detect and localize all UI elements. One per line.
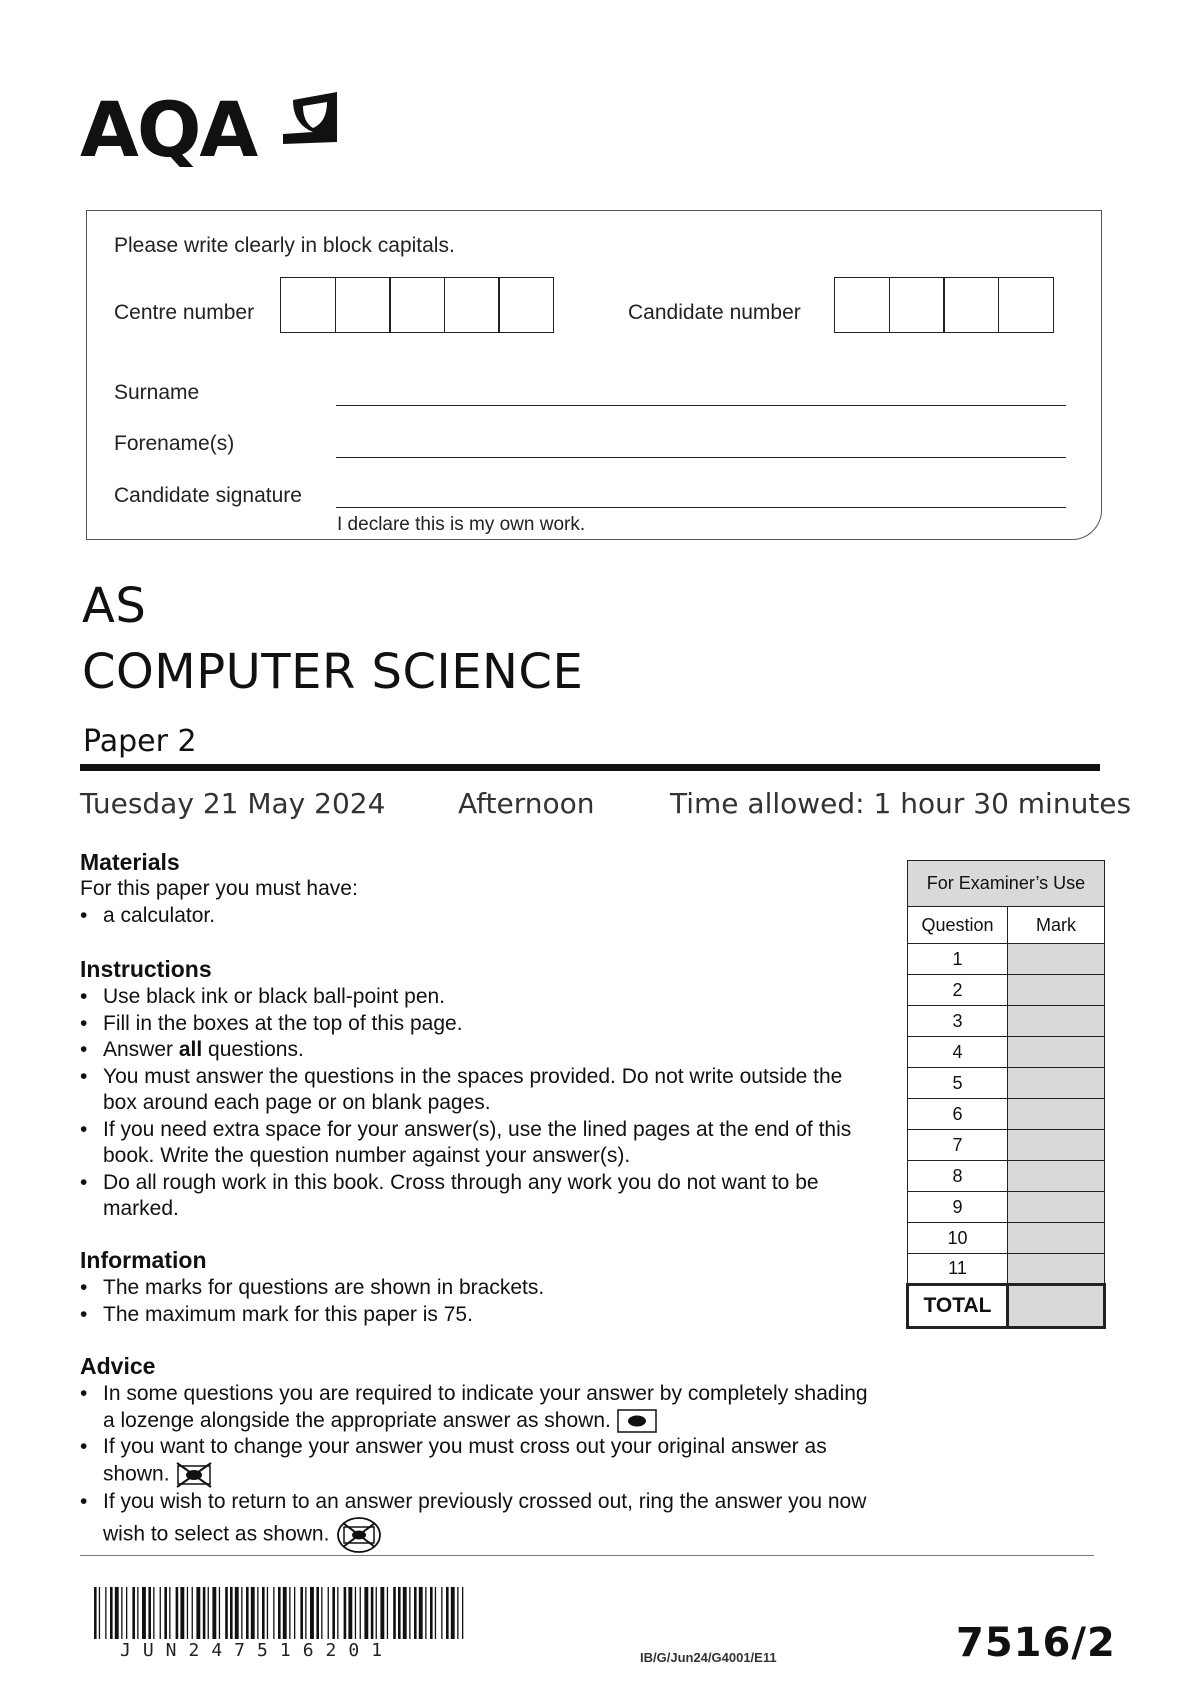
table-row xyxy=(908,944,1105,975)
mark-column-header: Mark xyxy=(1008,907,1105,944)
question-number: 3 xyxy=(908,1006,1008,1037)
title-divider xyxy=(80,764,1100,771)
question-number: 10 xyxy=(908,1223,1008,1254)
candidate-digit-box[interactable] xyxy=(834,277,890,333)
exam-session: Afternoon xyxy=(458,787,595,820)
block-capitals-instruction: Please write clearly in block capitals. xyxy=(114,234,455,257)
materials-heading: Materials xyxy=(80,849,180,875)
materials-intro: For this paper you must have: xyxy=(80,877,358,900)
information-item: • The maximum mark for this paper is 75. xyxy=(80,1302,880,1329)
surname-field[interactable] xyxy=(336,405,1066,406)
question-number: 9 xyxy=(908,1192,1008,1223)
paper-number: Paper 2 xyxy=(83,724,197,759)
advice-item xyxy=(80,1381,880,1434)
subject-title: COMPUTER SCIENCE xyxy=(82,644,584,700)
total-row xyxy=(908,1285,1105,1328)
information-section xyxy=(80,1247,880,1328)
examiner-table-title: For Examiner’s Use xyxy=(908,861,1105,907)
table-row xyxy=(908,1223,1105,1254)
centre-digit-box[interactable] xyxy=(280,277,336,333)
question-number: 7 xyxy=(908,1130,1008,1161)
answer-all-prefix: Answer xyxy=(103,1038,179,1061)
information-item: • The marks for questions are shown in brackets. xyxy=(80,1275,880,1302)
table-row xyxy=(908,1037,1105,1068)
candidate-digit-box[interactable] xyxy=(943,277,999,333)
instruction-item: • If you need extra space for your answer(s), use the lined pages at the end of this book. Write the question number against your answer(s). xyxy=(80,1117,880,1170)
total-mark-cell xyxy=(1008,1285,1105,1328)
centre-digit-box[interactable] xyxy=(498,277,554,333)
footer-divider xyxy=(80,1555,1094,1556)
answer-all-emphasis: all xyxy=(178,1038,203,1061)
question-number: 2 xyxy=(908,975,1008,1006)
total-label: TOTAL xyxy=(908,1285,1008,1328)
paper-reference: IB/G/Jun24/G4001/E11 xyxy=(640,1650,777,1665)
mark-cell xyxy=(1008,944,1105,975)
mark-cell xyxy=(1008,1161,1105,1192)
table-row xyxy=(908,1192,1105,1223)
table-row xyxy=(908,1254,1105,1285)
paper-code: 7516/2 xyxy=(956,1620,1116,1666)
instructions-section xyxy=(80,956,880,1223)
barcode-text: JUN247516201 xyxy=(120,1640,395,1661)
centre-number-label: Centre number xyxy=(114,301,255,324)
instruction-item xyxy=(80,1037,880,1064)
advice-text: If you want to change your answer you must cross out your original answer as shown. xyxy=(103,1435,827,1486)
question-column-header: Question xyxy=(908,907,1008,944)
exam-date: Tuesday 21 May 2024 xyxy=(80,787,386,820)
centre-digit-box[interactable] xyxy=(389,277,445,333)
instruction-item: • You must answer the questions in the spaces provided. Do not write outside the box around each page or on blank pages. xyxy=(80,1064,880,1117)
table-row xyxy=(908,1006,1105,1037)
advice-text: If you wish to return to an answer previously crossed out, ring the answer you now wish to select as shown. xyxy=(103,1489,867,1546)
candidate-digit-box[interactable] xyxy=(998,277,1054,333)
mark-cell xyxy=(1008,1006,1105,1037)
mark-cell xyxy=(1008,1099,1105,1130)
centre-digit-box[interactable] xyxy=(444,277,500,333)
answer-all-suffix: questions. xyxy=(202,1038,304,1061)
instructions-heading: Instructions xyxy=(80,956,212,982)
question-number: 1 xyxy=(908,944,1008,975)
question-number: 4 xyxy=(908,1037,1008,1068)
mark-cell xyxy=(1008,1254,1105,1285)
centre-digit-box[interactable] xyxy=(335,277,391,333)
mark-cell xyxy=(1008,1223,1105,1254)
advice-text: In some questions you are required to indicate your answer by completely shading a lozenge alongside the appropriate answer as shown. xyxy=(103,1382,868,1432)
forenames-field[interactable] xyxy=(336,457,1066,458)
aqa-pen-mark-icon xyxy=(283,92,343,150)
candidate-number-boxes xyxy=(834,277,1054,333)
table-row xyxy=(908,1068,1105,1099)
question-number: 5 xyxy=(908,1068,1008,1099)
advice-heading: Advice xyxy=(80,1353,156,1379)
instruction-item: • Fill in the boxes at the top of this page. xyxy=(80,1011,880,1038)
advice-section xyxy=(80,1353,880,1555)
mark-cell xyxy=(1008,975,1105,1006)
ringed-lozenge-icon xyxy=(335,1515,383,1555)
materials-item: • a calculator. xyxy=(80,903,880,930)
mark-cell xyxy=(1008,1130,1105,1161)
signature-label: Candidate signature xyxy=(114,484,302,507)
mark-cell xyxy=(1008,1037,1105,1068)
mark-cell xyxy=(1008,1068,1105,1099)
time-allowed: Time allowed: 1 hour 30 minutes xyxy=(670,787,1132,820)
table-row xyxy=(908,1130,1105,1161)
instruction-item: • Use black ink or black ball-point pen. xyxy=(80,984,880,1011)
advice-item xyxy=(80,1489,880,1556)
information-heading: Information xyxy=(80,1247,207,1273)
forenames-label: Forename(s) xyxy=(114,432,235,455)
question-number: 6 xyxy=(908,1099,1008,1130)
mark-cell xyxy=(1008,1192,1105,1223)
materials-section xyxy=(80,849,880,929)
barcode-image xyxy=(92,1587,472,1639)
declaration-text: I declare this is my own work. xyxy=(337,514,586,535)
question-number: 8 xyxy=(908,1161,1008,1192)
centre-number-boxes xyxy=(280,277,554,333)
surname-label: Surname xyxy=(114,381,200,404)
signature-field[interactable] xyxy=(336,507,1066,508)
candidate-digit-box[interactable] xyxy=(889,277,945,333)
shaded-lozenge-icon xyxy=(617,1409,657,1433)
table-row xyxy=(908,1161,1105,1192)
advice-item xyxy=(80,1434,880,1489)
question-number: 11 xyxy=(908,1254,1008,1285)
crossed-lozenge-icon xyxy=(175,1461,213,1489)
table-row xyxy=(908,1099,1105,1130)
instruction-item: • Do all rough work in this book. Cross through any work you do not want to be marked. xyxy=(80,1170,880,1223)
logo-text: AQA xyxy=(80,85,257,174)
table-row xyxy=(908,975,1105,1006)
qualification-level: AS xyxy=(82,578,147,634)
candidate-number-label: Candidate number xyxy=(628,301,801,324)
examiner-use-table xyxy=(906,860,1106,1329)
